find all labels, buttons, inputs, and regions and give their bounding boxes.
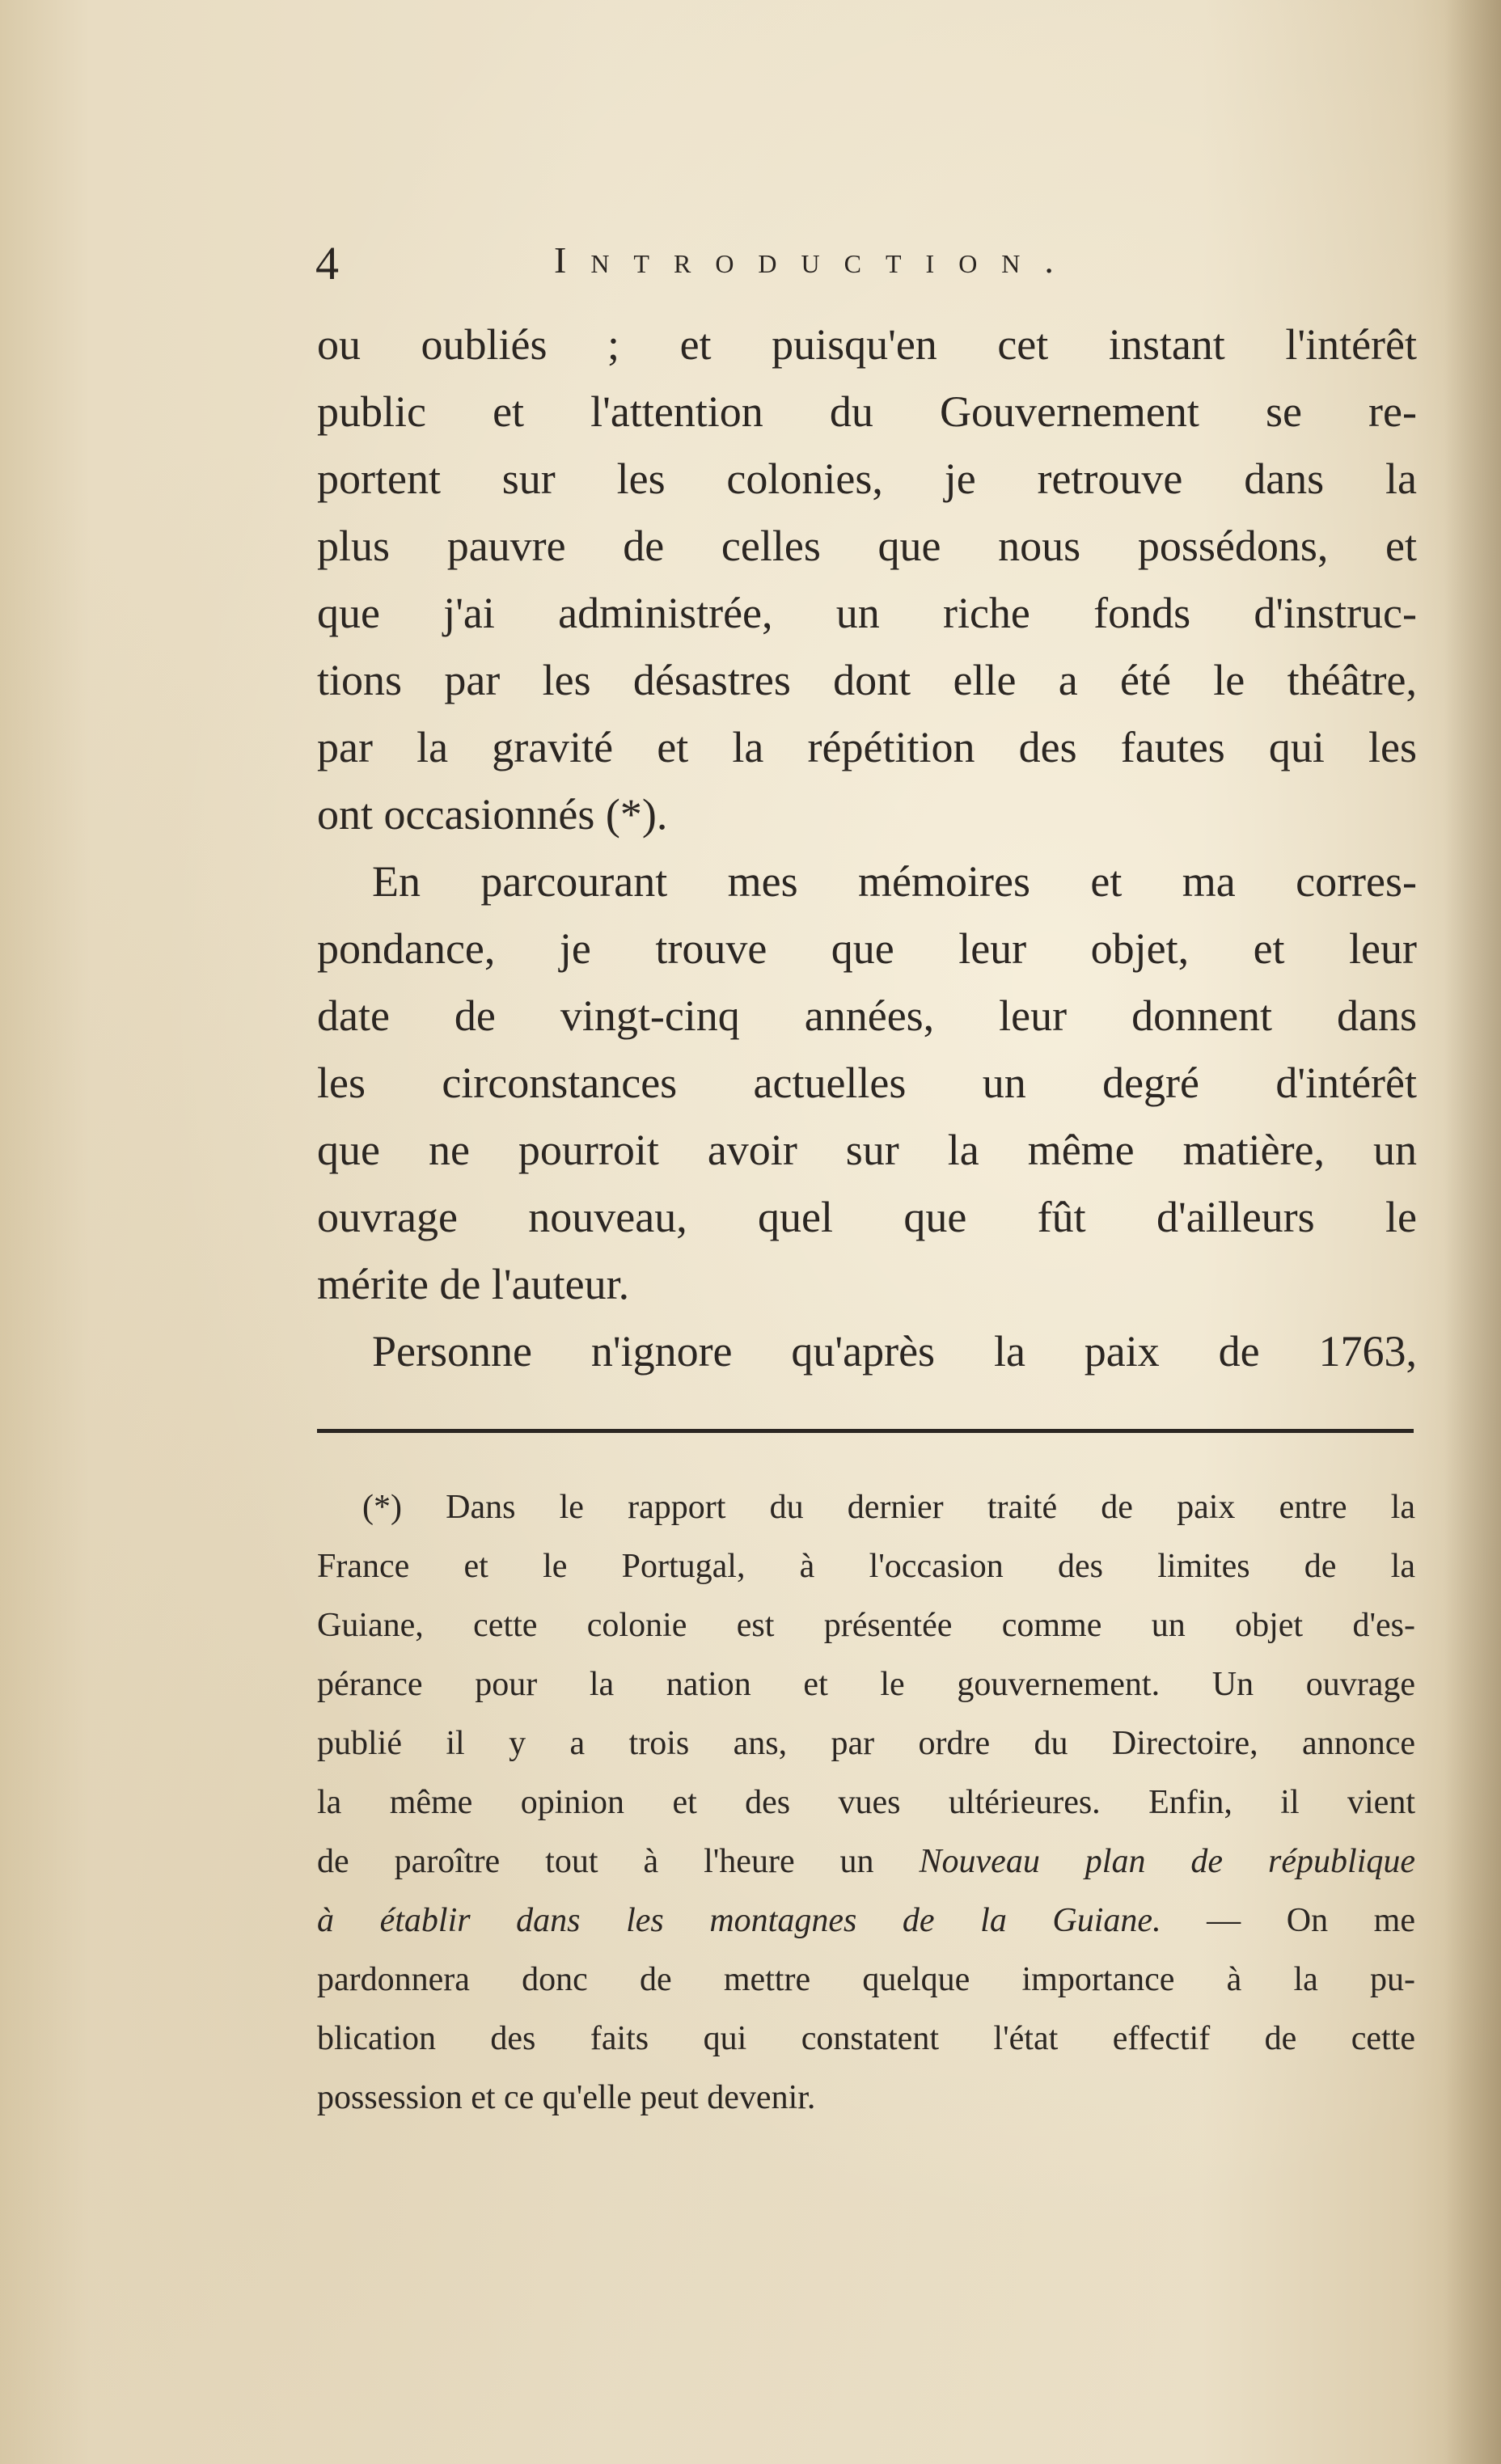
footnote-italic-title: à établir dans les montagnes de la Guiane.: [317, 1902, 1161, 1939]
running-head: [315, 226, 1415, 299]
footnote: [317, 1478, 1415, 2128]
text-line: que ne pourroit avoir sur la même matière, un: [317, 1126, 1417, 1174]
footnote-line: blication des faits qui constatent l'état effectif de cette: [317, 2020, 1415, 2057]
footnote-rule: [317, 1429, 1414, 1433]
footnote-line: France et le Portugal, à l'occasion des limites de la: [317, 1548, 1415, 1585]
text-line: les circonstances actuelles un degré d'intérêt: [317, 1059, 1417, 1107]
footnote-line: pérance pour la nation et le gouvernement. Un ouvrage: [317, 1666, 1415, 1703]
text-line: En parcourant mes mémoires et ma corres-: [372, 857, 1417, 906]
footnote-text: — On me: [1207, 1902, 1415, 1939]
footnote-italic-title: Nouveau plan de république: [919, 1843, 1415, 1880]
page-number: 4: [315, 237, 339, 290]
page-edge-shadow: [1444, 0, 1501, 2464]
footnote-line: (*) Dans le rapport du dernier traité de paix entre la: [362, 1489, 1415, 1526]
running-title: Introduction.: [554, 239, 1078, 281]
footnote-line: la même opinion et des vues ultérieures. Enfin, il vient: [317, 1784, 1415, 1821]
text-line: plus pauvre de celles que nous possédons, et: [317, 522, 1417, 570]
text-line: ou oubliés ; et puisqu'en cet instant l'intérêt: [317, 320, 1417, 369]
text-line: ont occasionnés (*).: [317, 790, 668, 839]
text-line: ouvrage nouveau, quel que fût d'ailleurs le: [317, 1193, 1417, 1241]
footnote-text: de paroître tout à l'heure un: [317, 1843, 874, 1880]
footnote-line-mixed: [317, 1832, 1415, 1891]
footnote-line-mixed: [317, 1891, 1415, 1950]
footnote-line: possession et ce qu'elle peut devenir.: [317, 2079, 816, 2116]
main-text: [317, 311, 1417, 1385]
text-line: par la gravité et la répétition des fautes qui les: [317, 723, 1417, 771]
text-line: pondance, je trouve que leur objet, et leur: [317, 924, 1417, 973]
text-line: public et l'attention du Gouvernement se re-: [317, 387, 1417, 436]
footnote-line: Guiane, cette colonie est présentée comme un objet d'es-: [317, 1607, 1415, 1644]
text-line: que j'ai administrée, un riche fonds d'instruc-: [317, 589, 1417, 637]
footnote-line: pardonnera donc de mettre quelque importance à la pu-: [317, 1961, 1415, 1998]
text-line: Personne n'ignore qu'après la paix de 1763,: [372, 1327, 1417, 1376]
text-line: mérite de l'auteur.: [317, 1260, 630, 1308]
text-line: tions par les désastres dont elle a été le théâtre,: [317, 656, 1417, 704]
text-line: portent sur les colonies, je retrouve dans la: [317, 454, 1417, 503]
text-line: date de vingt-cinq années, leur donnent dans: [317, 991, 1417, 1040]
footnote-line: publié il y a trois ans, par ordre du Directoire, annonce: [317, 1725, 1415, 1762]
